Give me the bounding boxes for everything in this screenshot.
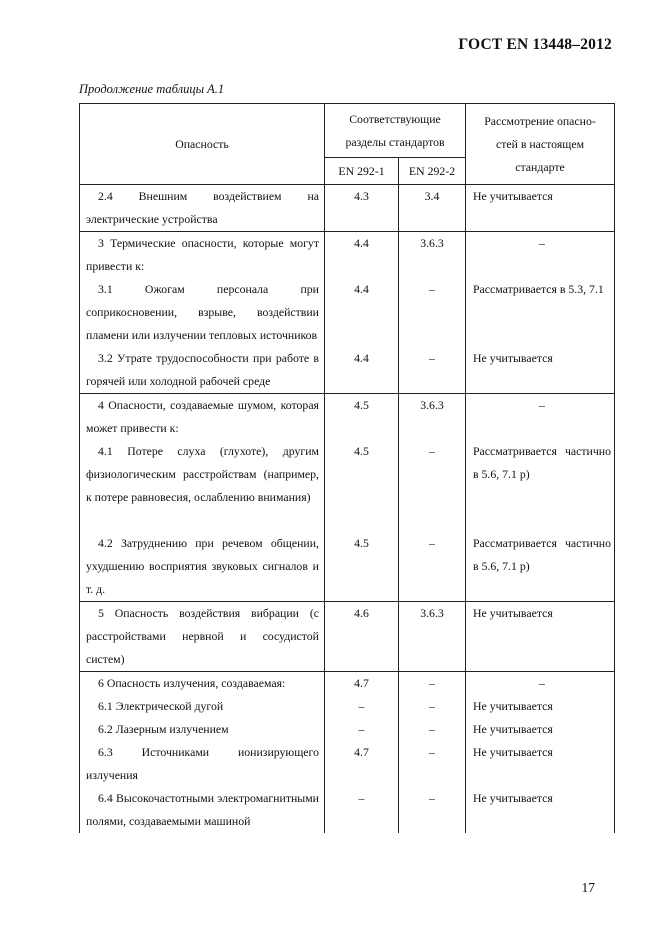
hazard-text: 6.3 Источниками ионизирующего излучения [86,745,319,782]
hazard-cell [80,602,325,672]
en-292-2-ref: 3.6.3 [399,602,466,672]
en-292-1-ref: 4.7 [325,672,399,696]
header-sections-line1: Соответствующие [349,111,441,126]
table-row [80,672,615,696]
en-292-1-ref: 4.5 [325,532,399,602]
document-code: ГОСТ EN 13448–2012 [458,36,612,53]
hazard-text: 4 Опасности, создаваемые шумом, которая может привести к: [86,398,319,435]
en-292-2-ref: – [399,672,466,696]
page-number: 17 [581,880,595,895]
en-292-1-ref: 4.5 [325,394,399,441]
header-note [466,104,615,185]
note-cell: Не учитывается [466,787,615,833]
hazard-cell [80,185,325,232]
header-sections-line2: разделы стандартов [345,134,445,149]
hazard-cell [80,532,325,602]
en-292-1-ref: 4.4 [325,278,399,347]
table-row [80,532,615,602]
table-row [80,278,615,347]
hazard-text: 6.4 Высокочастотными электромагнитными полями, создаваемыми машиной [86,791,319,828]
en-292-1-ref: 4.5 [325,440,399,532]
note-cell: Рассматривается в 5.3, 7.1 [466,278,615,347]
en-292-2-ref: – [399,278,466,347]
en-292-1-ref: 4.7 [325,741,399,787]
hazard-text: 5 Опасность воздействия вибрации (с расстройствами нервной и сосудистой систем) [86,606,319,666]
en-292-2-ref: 3.4 [399,185,466,232]
hazard-text: 2.4 Внешним воздействием на электрические устройства [86,189,319,226]
table-caption: Продолжение таблицы А.1 [79,82,225,96]
table-row [80,347,615,394]
note-cell: – [466,394,615,441]
note-cell: Не учитывается [466,347,615,394]
hazard-text: 3.1 Ожогам персонала при соприкосновении, взрыве, воздействии пламени или излучении тепловых источников [86,282,319,342]
en-292-2-ref: – [399,532,466,602]
note-cell: Не учитывается [466,602,615,672]
hazard-text: 4.1 Потере слуха (глухоте), другим физиологическим расстройствам (например, к потере равновесия, ослаблению внимания) [86,444,319,504]
note-cell: Не учитывается [466,718,615,741]
table-row [80,394,615,441]
header-note-line1: Рассмотрение опасно- [484,113,596,128]
en-292-1-ref: 4.4 [325,232,399,279]
en-292-1-ref: – [325,695,399,718]
en-292-1-ref: – [325,718,399,741]
en-292-2-ref: – [399,787,466,833]
table-row [80,741,615,787]
hazard-text: 3 Термические опасности, которые могут привести к: [86,236,319,273]
note-cell: – [466,672,615,696]
header-en-292-2: EN 292-2 [399,158,466,185]
table-row [80,440,615,532]
hazard-cell [80,278,325,347]
table-row [80,695,615,718]
header-note-line3: стандарте [515,159,565,174]
en-292-2-ref: – [399,741,466,787]
table-row [80,602,615,672]
en-292-2-ref: – [399,440,466,532]
en-292-1-ref: 4.3 [325,185,399,232]
table-row [80,232,615,279]
hazard-cell [80,394,325,441]
hazard-cell [80,232,325,279]
note-cell: Рассматривается частично в 5.6, 7.1 р) [466,440,615,532]
note-cell: Не учитывается [466,741,615,787]
hazard-text: 6.1 Электрической дугой [98,699,224,713]
hazard-cell [80,787,325,833]
en-292-1-ref: 4.4 [325,347,399,394]
en-292-2-ref: 3.6.3 [399,232,466,279]
hazards-table [79,103,615,833]
note-cell: Не учитывается [466,695,615,718]
header-en-292-1: EN 292-1 [325,158,399,185]
hazard-cell [80,695,325,718]
hazard-text: 6 Опасность излучения, создаваемая: [98,676,286,690]
en-292-2-ref: – [399,347,466,394]
hazard-cell [80,672,325,696]
hazard-cell [80,741,325,787]
header-hazard: Опасность [80,104,325,185]
en-292-2-ref: – [399,718,466,741]
en-292-2-ref: – [399,695,466,718]
table-row [80,787,615,833]
header-note-line2: стей в настоящем [495,136,585,151]
hazard-text: 3.2 Утрате трудоспособности при работе в горячей или холодной рабочей среде [86,351,319,388]
note-cell: Не учитывается [466,185,615,232]
note-cell: Рассматривается частично в 5.6, 7.1 р) [466,532,615,602]
header-sections [325,104,466,158]
hazard-cell [80,718,325,741]
en-292-1-ref: – [325,787,399,833]
table-row [80,185,615,232]
hazard-text: 4.2 Затруднению при речевом общении, ухудшению восприятия звуковых сигналов и т. д. [86,536,319,596]
en-292-1-ref: 4.6 [325,602,399,672]
table-row [80,718,615,741]
en-292-2-ref: 3.6.3 [399,394,466,441]
hazard-cell [80,440,325,532]
hazard-cell [80,347,325,394]
hazard-text: 6.2 Лазерным излучением [98,722,229,736]
note-cell: – [466,232,615,279]
